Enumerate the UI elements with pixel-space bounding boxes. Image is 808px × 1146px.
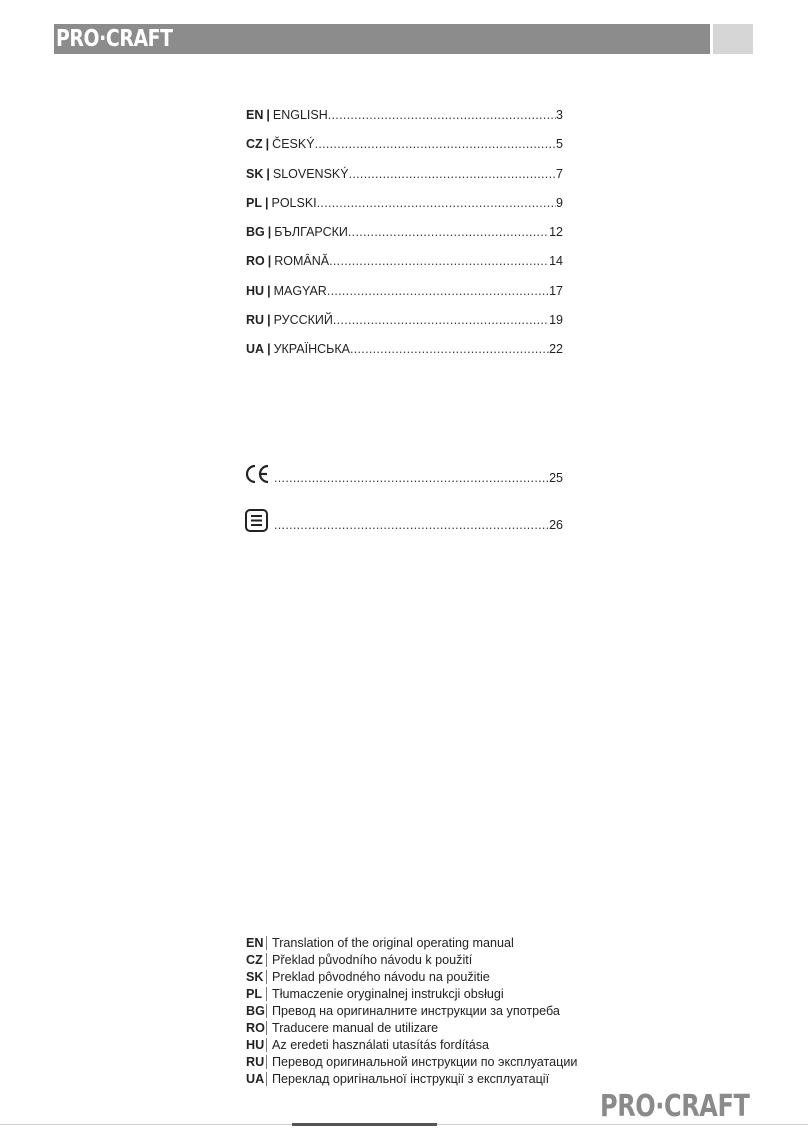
translation-row bbox=[246, 1019, 577, 1036]
toc-code: UA bbox=[246, 342, 265, 357]
toc-separator: | bbox=[264, 195, 269, 210]
translation-row bbox=[246, 985, 577, 1002]
divider bbox=[266, 970, 267, 984]
translation-code: BG bbox=[246, 1003, 265, 1018]
divider bbox=[266, 1021, 267, 1035]
toc-language: РУССКИЙ bbox=[273, 313, 333, 328]
translation-text: Preklad pôvodného návodu na použitie bbox=[272, 969, 490, 984]
toc-separator: | bbox=[267, 313, 271, 328]
translation-row bbox=[246, 934, 577, 951]
toc-entry-ce[interactable] bbox=[244, 462, 563, 486]
toc-code: PL bbox=[246, 195, 262, 210]
toc-code: SK bbox=[246, 166, 264, 181]
toc-entry-cz[interactable] bbox=[246, 137, 563, 166]
toc-language: SLOVENSKÝ bbox=[272, 166, 349, 181]
toc-page-number: 5 bbox=[556, 137, 563, 152]
divider bbox=[266, 936, 267, 950]
toc-leader bbox=[350, 342, 549, 356]
toc-page-number: 19 bbox=[549, 313, 563, 328]
footer-logo: PRO·CRAFT bbox=[600, 1089, 750, 1124]
translation-row bbox=[246, 951, 577, 968]
translation-code: RO bbox=[246, 1021, 265, 1036]
translation-text: Překlad původního návodu k použití bbox=[272, 952, 473, 967]
toc-page-number: 3 bbox=[556, 108, 563, 122]
toc-entry-hu[interactable] bbox=[246, 284, 563, 313]
toc-separator: | bbox=[267, 283, 271, 298]
translation-row bbox=[246, 1054, 577, 1071]
toc-leader bbox=[327, 284, 549, 298]
translation-code: CZ bbox=[246, 952, 263, 967]
translation-code: SK bbox=[246, 969, 264, 984]
toc-language: ENGLISH bbox=[272, 108, 328, 122]
divider bbox=[266, 953, 267, 967]
toc-language: УКРАЇНСЬКА bbox=[273, 342, 350, 357]
toc-entry-pl[interactable] bbox=[246, 196, 563, 225]
translation-row bbox=[246, 1071, 577, 1088]
toc-leader bbox=[328, 108, 556, 122]
toc-leader bbox=[329, 254, 549, 268]
toc-separator: | bbox=[267, 342, 271, 357]
toc-entry-ro[interactable] bbox=[246, 254, 563, 283]
toc-leader bbox=[333, 313, 549, 327]
translation-text: Превод на оригиналните инструкции за употреба bbox=[272, 1003, 560, 1018]
toc-separator: | bbox=[265, 137, 270, 152]
toc-page-number: 26 bbox=[549, 518, 563, 532]
toc-code: CZ bbox=[246, 137, 263, 152]
divider bbox=[266, 1055, 267, 1069]
toc-separator: | bbox=[266, 108, 270, 122]
toc-separator: | bbox=[266, 166, 270, 181]
toc-leader bbox=[349, 167, 556, 181]
toc-separator: | bbox=[267, 254, 272, 269]
toc-leader bbox=[348, 225, 549, 239]
document-list-icon bbox=[244, 509, 274, 533]
toc-page-number: 17 bbox=[549, 283, 563, 298]
toc-language: ROMÂNĂ bbox=[274, 254, 330, 269]
toc-page-number: 25 bbox=[549, 471, 563, 485]
toc-page-number: 9 bbox=[556, 195, 563, 210]
translation-text: Traducere manual de utilizare bbox=[272, 1021, 439, 1036]
divider bbox=[266, 1072, 267, 1086]
toc-entry-ua[interactable] bbox=[246, 342, 563, 371]
translation-row bbox=[246, 968, 577, 985]
ce-mark-icon bbox=[244, 462, 274, 486]
toc-leader bbox=[274, 471, 549, 486]
translation-text: Перевод оригинальной инструкции по эксплуатации bbox=[272, 1055, 578, 1070]
table-of-contents bbox=[246, 108, 563, 372]
toc-language: MAGYAR bbox=[273, 283, 327, 298]
divider bbox=[266, 987, 267, 1001]
toc-language: POLSKI bbox=[271, 195, 317, 210]
toc-leader bbox=[274, 518, 549, 533]
toc-language: ČESKÝ bbox=[272, 137, 315, 152]
toc-code: BG bbox=[246, 225, 265, 240]
translation-code: RU bbox=[246, 1055, 265, 1070]
toc-page-number: 7 bbox=[556, 166, 563, 181]
header-logo: PRO·CRAFT bbox=[56, 26, 173, 52]
toc-page-number: 22 bbox=[549, 342, 563, 357]
toc-code: EN bbox=[246, 108, 264, 122]
translation-text: Translation of the original operating manual bbox=[272, 935, 514, 950]
divider bbox=[266, 1038, 267, 1052]
toc-entry-document[interactable] bbox=[244, 509, 563, 533]
toc-code: HU bbox=[246, 283, 265, 298]
translation-row bbox=[246, 1002, 577, 1019]
translation-code: EN bbox=[246, 935, 264, 950]
toc-language: БЪЛГАРСКИ bbox=[274, 225, 348, 240]
translation-code: HU bbox=[246, 1038, 265, 1053]
toc-entry-bg[interactable] bbox=[246, 225, 563, 254]
translation-code: PL bbox=[246, 986, 263, 1001]
toc-leader bbox=[315, 137, 556, 151]
translation-text: Tłumaczenie oryginalnej instrukcji obsługi bbox=[272, 986, 504, 1001]
toc-page-number: 12 bbox=[549, 225, 563, 240]
toc-entry-sk[interactable] bbox=[246, 167, 563, 196]
toc-separator: | bbox=[267, 225, 272, 240]
toc-code: RU bbox=[246, 313, 265, 328]
header-end-block bbox=[713, 24, 753, 54]
footer-rule-accent bbox=[292, 1123, 437, 1126]
translation-code: UA bbox=[246, 1072, 265, 1087]
divider bbox=[266, 1004, 267, 1018]
translation-notes bbox=[246, 934, 577, 1088]
toc-leader bbox=[317, 196, 556, 210]
toc-entry-en[interactable] bbox=[246, 108, 563, 137]
toc-code: RO bbox=[246, 254, 265, 269]
toc-page-number: 14 bbox=[549, 254, 563, 269]
toc-entry-ru[interactable] bbox=[246, 313, 563, 342]
translation-row bbox=[246, 1037, 577, 1054]
translation-text: Az eredeti használati utasítás fordítása bbox=[272, 1038, 490, 1053]
translation-text: Переклад оригінальної інструкції з експлуатації bbox=[272, 1072, 550, 1087]
